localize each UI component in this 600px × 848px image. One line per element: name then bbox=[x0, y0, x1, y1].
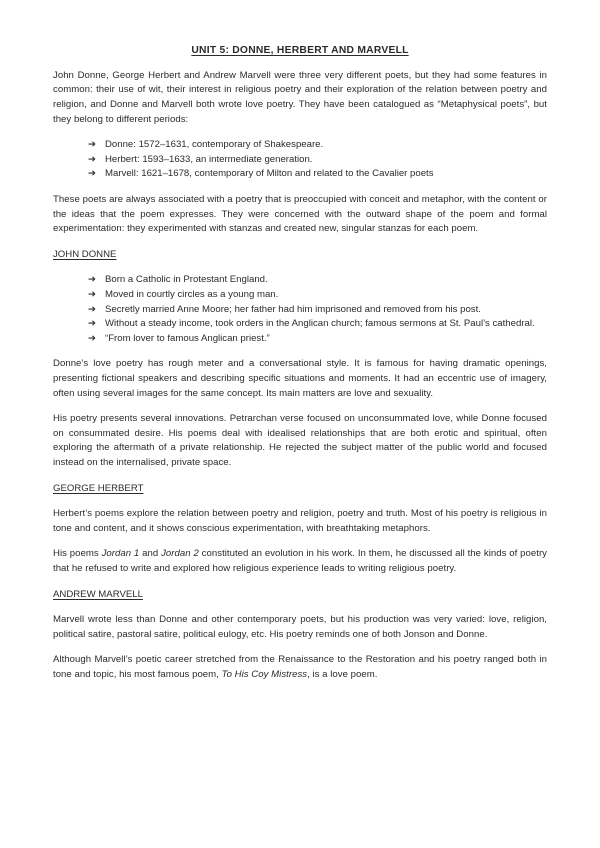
list-item-label: Secretly married Anne Moore; her father had him imprisoned and removed from his post. bbox=[105, 303, 481, 315]
arrow-bullet-icon: ➔ bbox=[88, 332, 97, 344]
list-item bbox=[88, 288, 547, 303]
section-heading-label: ANDREW MARVELL bbox=[53, 588, 143, 600]
andrew-marvell-paragraph-2 bbox=[53, 653, 547, 682]
paragraph-text-tail: , is a love poem. bbox=[307, 668, 378, 680]
john-donne-paragraph-2: His poetry presents several innovations. Petrarchan verse focused on unconsummated love, while Donne focused on consummated desire. His poems deal with idealised relationships that are both erotic and spiritual, often exploring the aftermath of a private relationship. He rejected the subject matter of the public world and focused instead on the internalised, private space. bbox=[53, 413, 547, 468]
list-item-label: Without a steady income, took orders in the Anglican church; famous sermons at St. Paul’s cathedral. bbox=[105, 318, 535, 330]
list-item-label: Marvell: 1621–1678, contemporary of Milton and related to the Cavalier poets bbox=[105, 168, 434, 180]
john-donne-paragraph-1: Donne’s love poetry has rough meter and a conversational style. It is famous for having dramatic openings, presenting fictional speakers and describing specific situations and moments. It had an eccentric use of imagery, often using several images for the same concept. Its main matters are love and sexuality. bbox=[53, 358, 547, 399]
list-item bbox=[88, 303, 547, 318]
andrew-marvell-paragraph-1: Marvell wrote less than Donne and other contemporary poets, but his production was very varied: love, religion, political satire, pastoral satire, political eulogy, etc. His poetry reminds one of both Jonson and Donne. bbox=[53, 614, 547, 640]
list-item-label: Herbert: 1593–1633, an intermediate generation. bbox=[105, 153, 313, 165]
section-heading-label: GEORGE HERBERT bbox=[53, 482, 144, 494]
list-item bbox=[88, 167, 547, 182]
periods-list bbox=[53, 138, 547, 182]
section-heading-john-donne bbox=[53, 248, 547, 263]
paragraph-text-lead: His poems bbox=[53, 548, 102, 560]
arrow-bullet-icon: ➔ bbox=[88, 289, 97, 301]
section-heading-label: JOHN DONNE bbox=[53, 248, 117, 260]
paragraph-text-lead: Although Marvell’s poetic career stretched from the Renaissance to the Restoration and his poetry ranged both in tone and topic, his most famous poem, bbox=[53, 654, 547, 680]
intro-paragraph: John Donne, George Herbert and Andrew Marvell were three very different poets, but they had some features in common: their use of wit, their interest in religious poetry and their exploration of the relation between poetry and religion, and Donne and Marvell both wrote love poetry. They have been catalogued as “Metaphysical poets”, but they belong to different periods: bbox=[53, 69, 547, 125]
george-herbert-paragraph-1: Herbert’s poems explore the relation between poetry and religion, poetry and truth. Most of his poetry is religious in tone and content, and it shows conscious experimentation, with breathtaking metaphors. bbox=[53, 508, 547, 534]
poem-title-to-his-coy-mistress: To His Coy Mistress bbox=[221, 668, 308, 680]
george-herbert-paragraph-2 bbox=[53, 547, 547, 576]
list-item bbox=[88, 332, 547, 347]
arrow-bullet-icon: ➔ bbox=[88, 318, 97, 330]
list-item-label: Born a Catholic in Protestant England. bbox=[105, 274, 268, 286]
list-item-label: Moved in courtly circles as a young man. bbox=[105, 289, 279, 301]
list-item bbox=[88, 138, 547, 153]
arrow-bullet-icon: ➔ bbox=[88, 139, 97, 151]
page-title: UNIT 5: DONNE, HERBERT AND MARVELL bbox=[191, 45, 409, 56]
poem-title-jordan-2: Jordan 2 bbox=[161, 548, 199, 560]
list-item bbox=[88, 317, 547, 332]
arrow-bullet-icon: ➔ bbox=[88, 153, 97, 165]
arrow-bullet-icon: ➔ bbox=[88, 303, 97, 315]
arrow-bullet-icon: ➔ bbox=[88, 168, 97, 180]
section-heading-george-herbert bbox=[53, 482, 547, 497]
section-heading-andrew-marvell bbox=[53, 588, 547, 603]
john-donne-facts-list bbox=[53, 273, 547, 346]
arrow-bullet-icon: ➔ bbox=[88, 274, 97, 286]
paragraph-text-tail: constituted an evolution in his work. In them, he discussed all the kinds of poetry that he refused to write and explored how religious experience leads to writing religious poetry. bbox=[53, 548, 548, 574]
poem-title-jordan-1: Jordan 1 bbox=[101, 548, 140, 560]
list-item-label: “From lover to famous Anglican priest.” bbox=[105, 332, 270, 344]
list-item bbox=[88, 153, 547, 168]
metaphysical-paragraph: These poets are always associated with a poetry that is preoccupied with conceit and metaphor, with the content or the ideas that the poem expresses. They were concerned with the outward shape of the poem and formal experimentation: they experimented with stanzas and created new, singular stanzas for each poem. bbox=[53, 194, 547, 235]
list-item-label: Donne: 1572–1631, contemporary of Shakespeare. bbox=[105, 139, 324, 151]
list-item bbox=[88, 273, 547, 288]
paragraph-text-mid: and bbox=[139, 548, 162, 560]
